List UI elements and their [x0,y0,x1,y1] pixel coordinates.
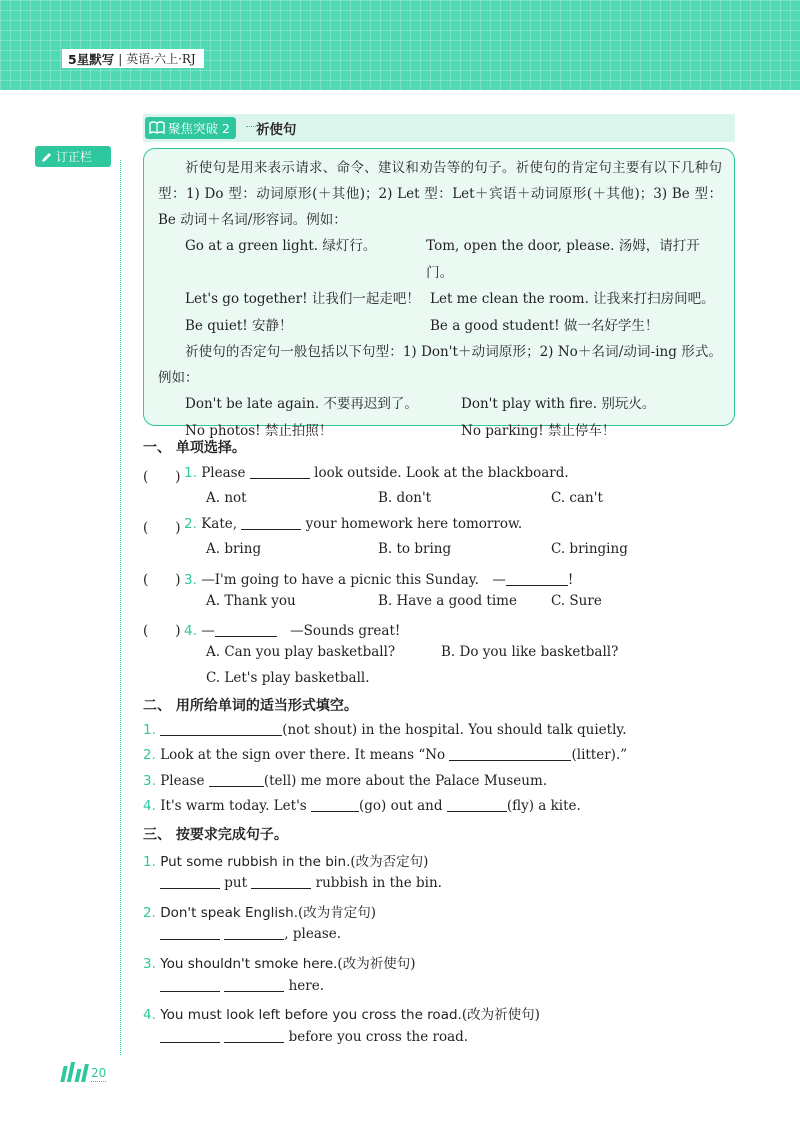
example: No parking! 禁止停车！ [461,422,616,439]
answer-blank[interactable] [447,798,507,812]
section-1-title: 一、 单项选择。 [143,440,246,456]
example: Be a good student! 做一名好学生！ [430,317,659,334]
fill-question-1 [143,722,627,738]
answer-paren[interactable]: ( ) [143,572,181,588]
example: Don't be late again. 不要再迟到了。 [185,396,418,412]
example-row [158,313,722,340]
answer-blank[interactable] [241,516,301,530]
question-2 [184,516,522,532]
answer-paren[interactable]: ( ) [143,520,181,536]
answer-blank[interactable] [160,875,220,889]
question-text: your homework here tomorrow. [301,516,523,532]
answer-blank[interactable] [250,465,310,479]
answer-blank[interactable] [224,926,284,940]
question-text: (litter).” [571,747,628,763]
answer-blank[interactable] [160,926,220,940]
answer-blank[interactable] [506,572,568,586]
example: Don't play with fire. 别玩火。 [461,396,656,412]
pencil-icon [41,151,53,163]
series-name: 5星默写 [68,51,115,67]
question-number: 3. [143,956,156,972]
question-number: 1. [143,722,156,738]
rewrite-question-3 [143,952,415,972]
option[interactable]: C. bringing [551,541,628,557]
question-text: Kate, [201,516,242,532]
question-text: — [201,623,215,639]
question-hint: (改为祈使句) [461,1007,540,1023]
question-hint: (改为肯定句) [298,905,377,921]
focus-badge-label: 聚焦突破 2 [168,121,230,136]
answer-blank[interactable] [449,747,571,761]
rewrite-answer-3 [160,978,324,994]
example: No photos! 禁止拍照！ [185,422,333,439]
grammar-box [143,148,735,439]
page-header [0,0,800,90]
answer-text: before you cross the road. [284,1029,469,1045]
question-text: (not shout) in the hospital. You should talk quietly. [282,722,627,738]
option[interactable]: A. bring [206,541,262,557]
revision-column-line [120,160,121,1055]
question-number: 4. [184,623,197,639]
rewrite-question-4 [143,1003,540,1023]
question-number: 2. [143,747,156,763]
option[interactable]: A. not [206,490,247,506]
example-row [158,233,722,286]
answer-blank[interactable] [224,978,284,992]
question-4 [184,619,400,639]
question-number: 3. [184,572,197,588]
fill-question-2 [143,747,627,763]
answer-text: , please. [284,926,342,942]
question-text: Don't speak English. [160,905,299,921]
question-text: Look at the sign over there. It means “No [160,747,450,763]
revision-tag [35,146,111,167]
answer-blank[interactable] [215,623,277,637]
question-text: —I'm going to have a picnic this Sunday. — [201,572,506,588]
answer-blank[interactable] [311,798,359,812]
page-number [62,1062,106,1082]
question-hint: (改为否定句) [350,854,429,870]
grammar-para-1: 祈使句是用来表示请求、命令、建议和劝告等的句子。祈使句的肯定句主要有以下几种句型：1) Do 型：动词原形(＋其他)；2) Let 型：Let＋宾语＋动词原形(＋其他)；3) Be 型：Be 动词＋名词/形容词。例如： [158,160,722,228]
question-number: 2. [143,905,156,921]
answer-text: rubbish in the bin. [311,875,442,891]
answer-blank[interactable] [251,875,311,889]
question-text: ! [567,572,574,588]
section-2-title: 二、 用所给单词的适当形式填空。 [143,698,358,714]
answer-blank[interactable] [160,978,220,992]
rewrite-answer-2 [160,926,341,942]
book-label [62,49,204,68]
answer-blank[interactable] [224,1029,284,1043]
option[interactable]: C. can't [551,490,603,506]
fill-question-4 [143,798,581,814]
focus-bar [143,114,735,142]
grammar-para-2: 祈使句的否定句一般包括以下句型：1) Don't＋动词原形；2) No＋名词/动词-ing 形式。例如： [158,344,722,386]
focus-title: 祈使句 [255,122,297,138]
option[interactable]: B. Have a good time [378,593,517,609]
subject-label: 英语·六上·RJ [126,52,196,66]
example: Let me clean the room. 让我来打扫房间吧。 [430,291,715,307]
question-text: (fly) a kite. [506,798,581,814]
answer-blank[interactable] [209,773,264,787]
question-number: 3. [143,773,156,789]
example: Be quiet! 安静！ [185,317,293,334]
question-text: You must look left before you cross the road. [160,1007,462,1023]
question-text: look outside. Look at the blackboard. [309,465,569,481]
question-text: You shouldn't smoke here. [160,956,338,972]
revision-label: 订正栏 [56,150,93,164]
question-number: 1. [143,854,156,870]
focus-badge [145,117,236,139]
book-icon [149,121,165,135]
question-number: 2. [184,516,197,532]
option[interactable]: C. Sure [551,593,602,609]
answer-text: put [220,875,252,891]
separator: | [118,51,123,66]
answer-blank[interactable] [160,1029,220,1043]
example: Tom, open the door, please. 汤姆，请打开门。 [426,238,700,281]
question-text: (go) out and [359,798,447,814]
option[interactable]: B. don't [378,490,432,506]
example-row [158,286,722,313]
question-text: (tell) me more about the Palace Museum. [263,773,548,789]
question-text: Please [201,465,250,481]
rewrite-question-1 [143,850,428,870]
option[interactable]: A. Can you play basketball? [206,644,396,660]
question-1 [184,465,569,481]
option[interactable]: B. to bring [378,541,452,557]
page-number-text: 20 [91,1066,107,1080]
rewrite-question-2 [143,901,376,921]
rewrite-answer-4 [160,1029,468,1045]
option[interactable]: B. Do you like basketball? [441,644,619,660]
question-text: Put some rubbish in the bin. [160,854,351,870]
option[interactable]: A. Thank you [206,593,296,609]
option[interactable]: C. Let's play basketball. [206,670,370,686]
answer-blank[interactable] [160,722,282,736]
answer-text: here. [284,978,325,994]
question-text: Please [160,773,209,789]
question-number: 1. [184,465,197,481]
example: Let's go together! 让我们一起走吧！ [185,291,420,307]
question-text: It's warm today. Let's [160,798,311,814]
section-3-title: 三、 按要求完成句子。 [143,827,288,843]
question-3 [184,568,573,588]
example-row [158,391,722,418]
question-text: —Sounds great! [276,623,401,639]
example: Go at a green light. 绿灯行。 [185,238,377,254]
question-number: 4. [143,1007,156,1023]
fill-question-3 [143,773,547,789]
rewrite-answer-1 [160,875,442,891]
question-number: 4. [143,798,156,814]
question-hint: (改为祈使句) [337,956,416,972]
books-icon [62,1062,87,1082]
answer-paren[interactable]: ( ) [143,623,181,639]
answer-paren[interactable]: ( ) [143,469,181,485]
